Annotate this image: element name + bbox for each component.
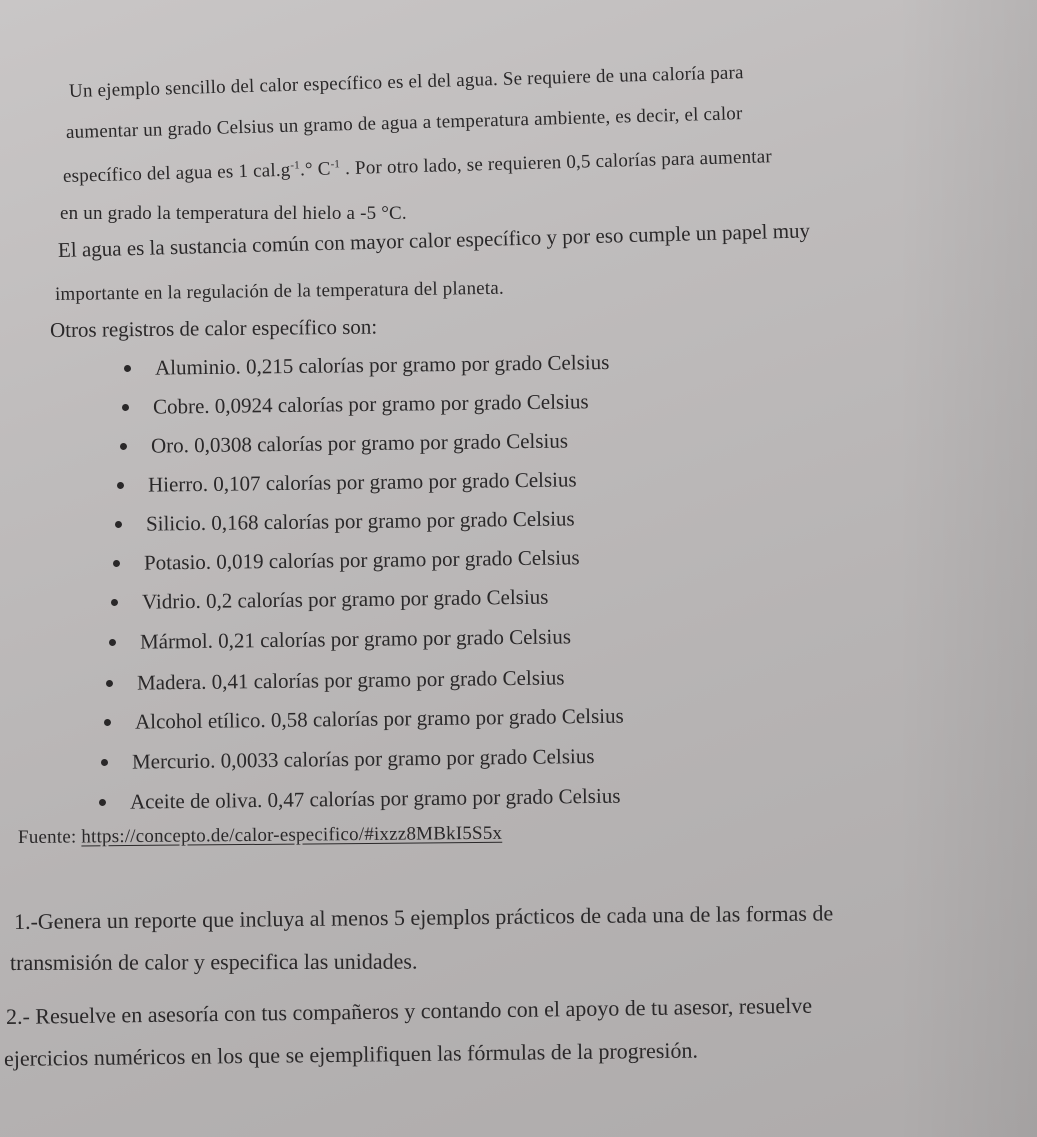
source-label: Fuente: [17,826,82,848]
list-intro: Otros registros de calor específico son: [49,314,378,342]
source-link[interactable]: https://concepto.de/calor-especifico/#ixzz8MBkI5S5x [81,822,503,848]
bullet-icon [104,719,111,726]
p1-line3-sup-1: -1 [290,159,301,172]
source-line [18,824,502,847]
list-item-text: Mármol. 0,21 calorías por gramo por grado Celsius [139,624,572,654]
list-item-text: Silicio. 0,168 calorías por gramo por grado Celsius [145,506,575,536]
p1-line3-text-a: específico del agua es 1 cal.g [62,159,291,187]
list-item-text: Aluminio. 0,215 calorías por gramo por grado Celsius [154,350,610,380]
list-item-text: Madera. 0,41 calorías por gramo por grado Celsius [136,665,565,695]
paragraph-1-line-1: Un ejemplo sencillo del calor específico es el del agua. Se requiere de una caloría para [68,62,744,102]
bullet-icon [115,521,122,528]
paragraph-1-line-2: aumentar un grado Celsius un gramo de agua a temperatura ambiente, es decir, el calor [65,103,743,143]
bullet-icon [124,365,131,372]
page-shadow [897,0,1037,1137]
bullet-icon [122,404,129,411]
bullet-icon [117,482,124,489]
p1-line3-text-b: .° C [299,158,331,181]
paragraph-1-line-4: en un grado la temperatura del hielo a -5 °C. [60,203,407,224]
paragraph-1-line-3 [63,147,772,186]
list-item-text: Aceite de oliva. 0,47 calorías por gramo por grado Celsius [129,783,621,814]
list-item [109,626,571,653]
p1-line3-sup-2: -1 [330,158,341,171]
list-item [124,352,610,379]
bullet-icon [111,599,118,606]
bullet-icon [109,639,116,646]
task-1-line-1: 1.-Genera un reporte que incluya al menos 5 ejemplos prácticos de cada una de las formas de [13,900,834,934]
list-item-text: Hierro. 0,107 calorías por gramo por grado Celsius [147,467,577,497]
paragraph-2-line-1: El agua es la sustancia común con mayor calor específico y por eso cumple un papel muy [57,218,811,262]
p1-line3-text-c: . Por otro lado, se requieren 0,5 calorías para aumentar [339,146,773,180]
list-item [120,428,569,458]
task-2-line-2: ejercicios numéricos en los que se ejemplifiquen las fórmulas de la progresión. [3,1037,699,1071]
bullet-icon [99,799,106,806]
list-item [117,469,577,496]
list-item [111,584,549,614]
bullet-icon [106,680,113,687]
list-item [113,547,580,574]
bullet-icon [101,759,108,766]
list-item [122,391,589,418]
list-item-text: Vidrio. 0,2 calorías por gramo por grado Celsius [141,584,549,614]
task-2-line-1: 2.- Resuelve en asesoría con tus compañeros y contando con el apoyo de tu asesor, resuelve [5,992,813,1029]
list-item-text: Oro. 0,0308 calorías por gramo por grado Celsius [150,428,569,458]
paragraph-2-line-2: importante en la regulación de la temperatura del planeta. [54,277,505,305]
task-1-line-2: transmisión de calor y especifica las unidades. [9,948,418,975]
list-item [101,743,595,774]
list-item-text: Cobre. 0,0924 calorías por gramo por grado Celsius [152,389,589,419]
list-item-text: Alcohol etílico. 0,58 calorías por gramo por grado Celsius [134,703,624,734]
bullet-icon [113,560,120,567]
bullet-icon [120,443,127,450]
list-item-text: Potasio. 0,019 calorías por gramo por grado Celsius [143,545,580,575]
list-item [115,508,575,535]
list-item [104,703,624,734]
list-item [99,783,621,814]
list-item [106,667,565,694]
list-item-text: Mercurio. 0,0033 calorías por gramo por grado Celsius [131,743,595,774]
